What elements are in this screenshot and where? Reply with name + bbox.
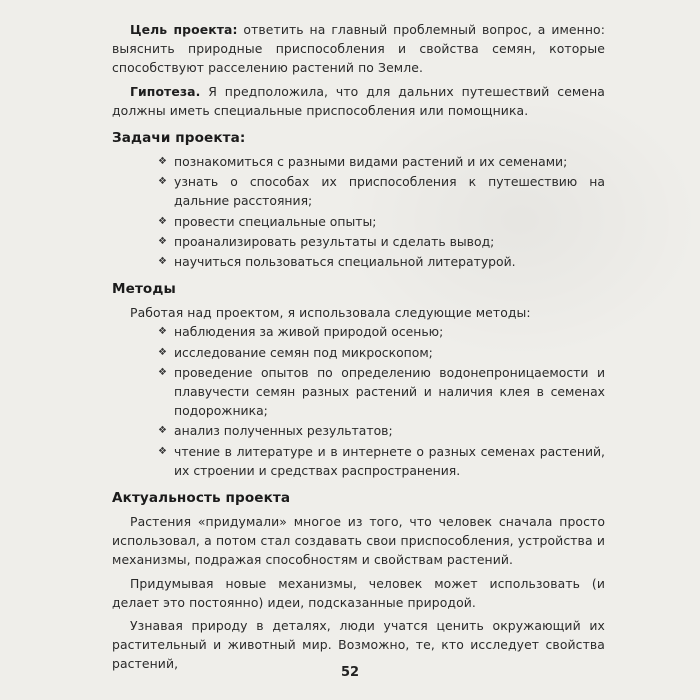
diamond-cluster-icon: ❖ — [158, 215, 167, 227]
diamond-cluster-icon: ❖ — [158, 326, 167, 338]
list-item: ❖ научиться пользоваться специальной литературой. — [158, 254, 516, 270]
diamond-cluster-icon: ❖ — [158, 156, 167, 168]
list-item: ❖ провести специальные опыты; — [158, 213, 377, 229]
list-item: ❖ анализ полученных результатов; — [158, 423, 393, 439]
methods-intro: Работая над проектом, я использовала следующие методы: — [130, 305, 531, 321]
relevance-paragraph: Растения «придумали» многое из того, что человек сначала просто использовал, а потом стал создавать свои приспособления, устройства и механизмы, подражая способностям и свойствам растений. — [112, 514, 605, 568]
page-number: 52 — [340, 665, 360, 680]
tasks-heading: Задачи проекта: — [112, 130, 246, 147]
diamond-cluster-icon: ❖ — [158, 366, 167, 378]
diamond-cluster-icon: ❖ — [158, 235, 167, 247]
list-item: ❖ исследование семян под микроскопом; — [158, 344, 433, 360]
list-item: ❖ чтение в литературе и в интернете о разных семенах растений, их строении и средствах распространения. — [158, 443, 605, 478]
relevance-paragraph: Узнавая природу в деталях, люди учатся ценить окружающий их растительный и животный мир. Возможно, те, кто исследует свойства растений, — [112, 618, 605, 672]
goal-paragraph — [112, 20, 605, 78]
diamond-cluster-icon: ❖ — [158, 425, 167, 437]
list-item: ❖ познакомиться с разными видами растений и их семенами; — [158, 154, 568, 170]
diamond-cluster-icon: ❖ — [158, 445, 167, 457]
diamond-cluster-icon: ❖ — [158, 346, 167, 358]
list-item: ❖ проанализировать результаты и сделать вывод; — [158, 233, 495, 249]
relevance-heading: Актуальность проекта — [112, 490, 291, 507]
goal-label: Цель проекта: — [130, 22, 238, 37]
hypothesis-label: Гипотеза. — [130, 83, 201, 99]
goal-text: ответить на главный проблемный вопрос, а именно: выяснить природные приспособления и свойства семян, которые способствуют расселению растений по Земле. — [112, 22, 605, 76]
methods-heading: Методы — [112, 281, 176, 298]
list-item: ❖ наблюдения за живой природой осенью; — [158, 324, 444, 340]
list-item: ❖ узнать о способах их приспособления к путешествию на дальние расстояния; — [158, 174, 605, 209]
relevance-paragraph: Придумывая новые механизмы, человек может использовать (и делает это постоянно) идеи, подсказанные природой. — [112, 575, 605, 610]
diamond-cluster-icon: ❖ — [158, 256, 167, 268]
hypothesis-paragraph — [112, 82, 605, 120]
methods-list — [112, 322, 605, 480]
diamond-cluster-icon: ❖ — [158, 176, 167, 188]
list-item: ❖ проведение опытов по определению водонепроницаемости и плавучести семян разных растений и наличия клея в семенах подорожника; — [158, 364, 605, 419]
hypothesis-text: Я предположила, что для дальних путешествий семена должны иметь специальные приспособления или помощника. — [112, 83, 605, 118]
tasks-list — [112, 152, 605, 271]
